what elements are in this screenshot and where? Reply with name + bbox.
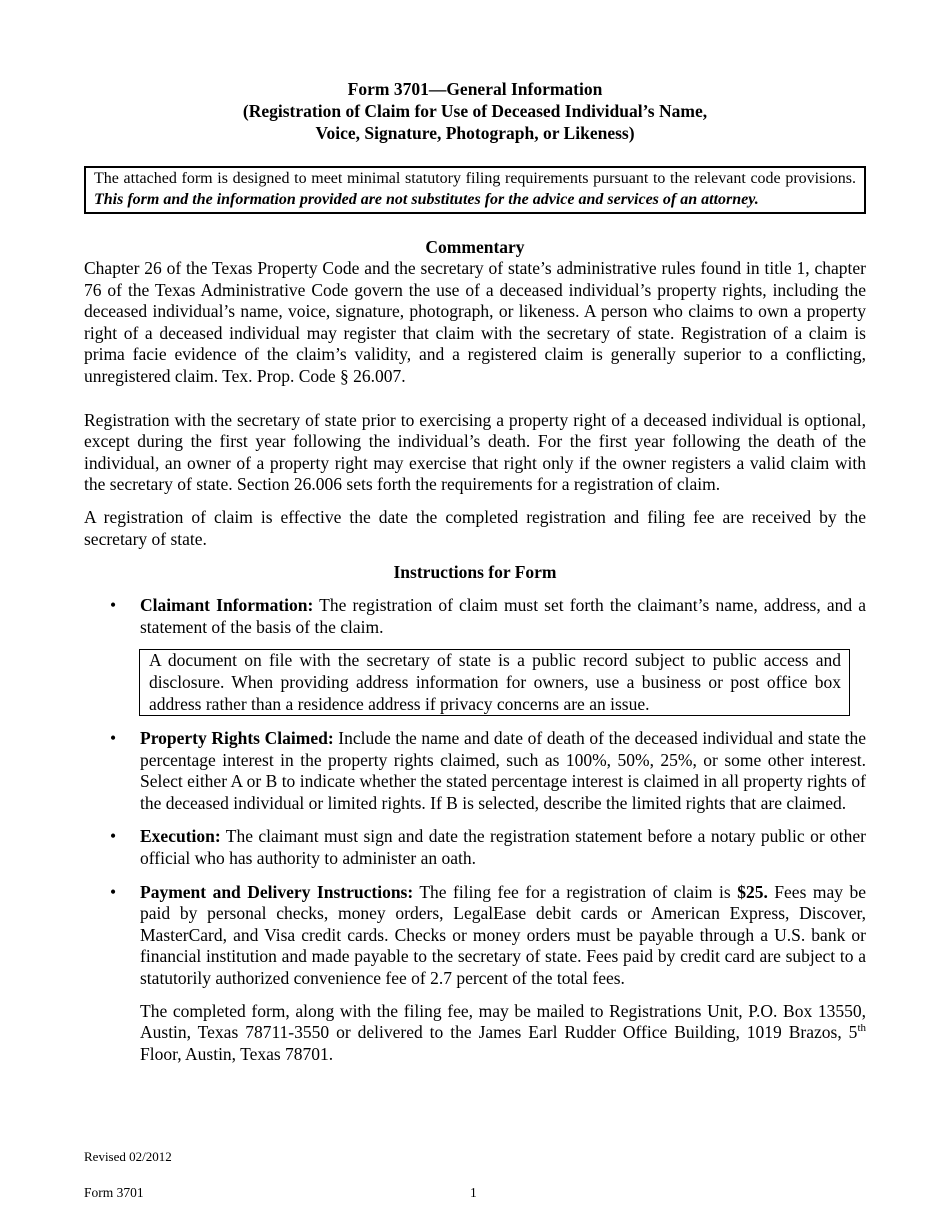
item-text-after-fee: Fees may be paid by personal checks, money orders, LegalEase debit cards or American Express, Discover, MasterCard, and Visa credit cards. Checks or money orders must be payable through a U.S. bank or financial institution and made payable to the secretary of state. Fees paid by credit card are subject to a statutorily authorized convenience fee of 2.7 percent of the total fees. — [140, 881, 866, 989]
item-lead: Execution: — [140, 826, 221, 847]
filing-fee: $25. — [737, 881, 768, 902]
page-number: 1 — [470, 1185, 477, 1200]
item-lead: Property Rights Claimed: — [140, 728, 334, 749]
item-text: Include the name and date of death of the deceased individual and state the percentage interest in the property rights claimed, such as 100%, 50%, 25%, or some other interest. Select either A or B to indicate whether the stated percentage interest is claimed in all property rights of the deceased individual or limited rights. If B is selected, describe the limited rights that are claimed. — [140, 728, 866, 813]
bullet-icon: • — [110, 826, 117, 847]
footer-form-number: Form 3701 — [84, 1185, 144, 1200]
item-lead: Claimant Information: — [140, 595, 314, 616]
item-text: The registration of claim must set forth the claimant’s name, address, and a statement of the basis of the claim. — [140, 595, 866, 637]
mailing-text-1: The completed form, along with the filing fee, may be mailed to Registrations Unit, P.O. Box 13550, Austin, Texas 78711-3550 or delivered to the James Earl Rudder Office Building, 1019 Brazos, 5 — [140, 1000, 866, 1043]
disclaimer-box — [84, 166, 866, 214]
bullet-icon: • — [110, 728, 117, 749]
item-text: The claimant must sign and date the registration statement before a notary public or other official who has authority to administer an oath. — [140, 826, 866, 869]
commentary-paragraph-3: A registration of claim is effective the date the completed registration and filing fee are received by the secretary of state. — [84, 506, 866, 549]
title-line-3: Voice, Signature, Photograph, or Likeness) — [315, 123, 635, 143]
mailing-instructions — [84, 1001, 866, 1066]
instructions-list-continued — [84, 728, 866, 990]
title-line-1: Form 3701—General Information — [347, 79, 603, 99]
bullet-icon: • — [110, 881, 117, 902]
disclaimer-emphasis: This form and the information provided are not substitutes for the advice and services of an attorney. — [94, 190, 759, 208]
mailing-text-2: Floor, Austin, Texas 78701. — [140, 1043, 334, 1064]
form-title — [84, 78, 866, 144]
privacy-note-box: A document on file with the secretary of state is a public record subject to public access and disclosure. When providing address information for owners, use a business or post office box address rather than a residence address if privacy concerns are an issue. — [139, 649, 850, 716]
item-lead: Payment and Delivery Instructions: — [140, 881, 414, 902]
commentary-heading: Commentary — [425, 237, 525, 257]
floor-superscript: th — [857, 1022, 866, 1035]
list-item-payment-delivery — [84, 882, 866, 990]
list-item-execution — [84, 826, 866, 869]
disclaimer-text: The attached form is designed to meet minimal statutory filing requirements pursuant to the relevant code provisions. — [94, 170, 856, 187]
commentary-paragraph-1: Chapter 26 of the Texas Property Code and the secretary of state’s administrative rules found in title 1, chapter 76 of the Texas Administrative Code govern the use of a deceased individual’s property rights, including the deceased individual’s name, voice, signature, photograph, or likeness. A person who claims to own a property right of a deceased individual may register that claim with the secretary of state. Registration of a claim is prima facie evidence of the claim’s validity, and a registered claim is generally superior to a conflicting, unregistered claim. Tex. Prop. Code § 26.007. — [84, 258, 866, 386]
instructions-list — [84, 595, 866, 638]
commentary-paragraph-2: Registration with the secretary of state prior to exercising a property right of a deceased individual is optional, except during the first year following the individual’s death. For the first year following the death of the individual, an owner of a property right may exercise that right only if the owner registers a valid claim with the secretary of state. Section 26.006 sets forth the requirements for a registration of claim. — [84, 409, 866, 495]
bullet-icon: • — [110, 595, 117, 616]
list-item-claimant-information — [84, 595, 866, 638]
document-page — [84, 78, 866, 1065]
item-text-before-fee: The filing fee for a registration of claim is — [413, 881, 738, 902]
list-item-property-rights — [84, 728, 866, 814]
instructions-heading: Instructions for Form — [393, 562, 557, 583]
title-line-2: (Registration of Claim for Use of Deceased Individual’s Name, — [242, 101, 708, 121]
revision-date: Revised 02/2012 — [84, 1149, 172, 1164]
